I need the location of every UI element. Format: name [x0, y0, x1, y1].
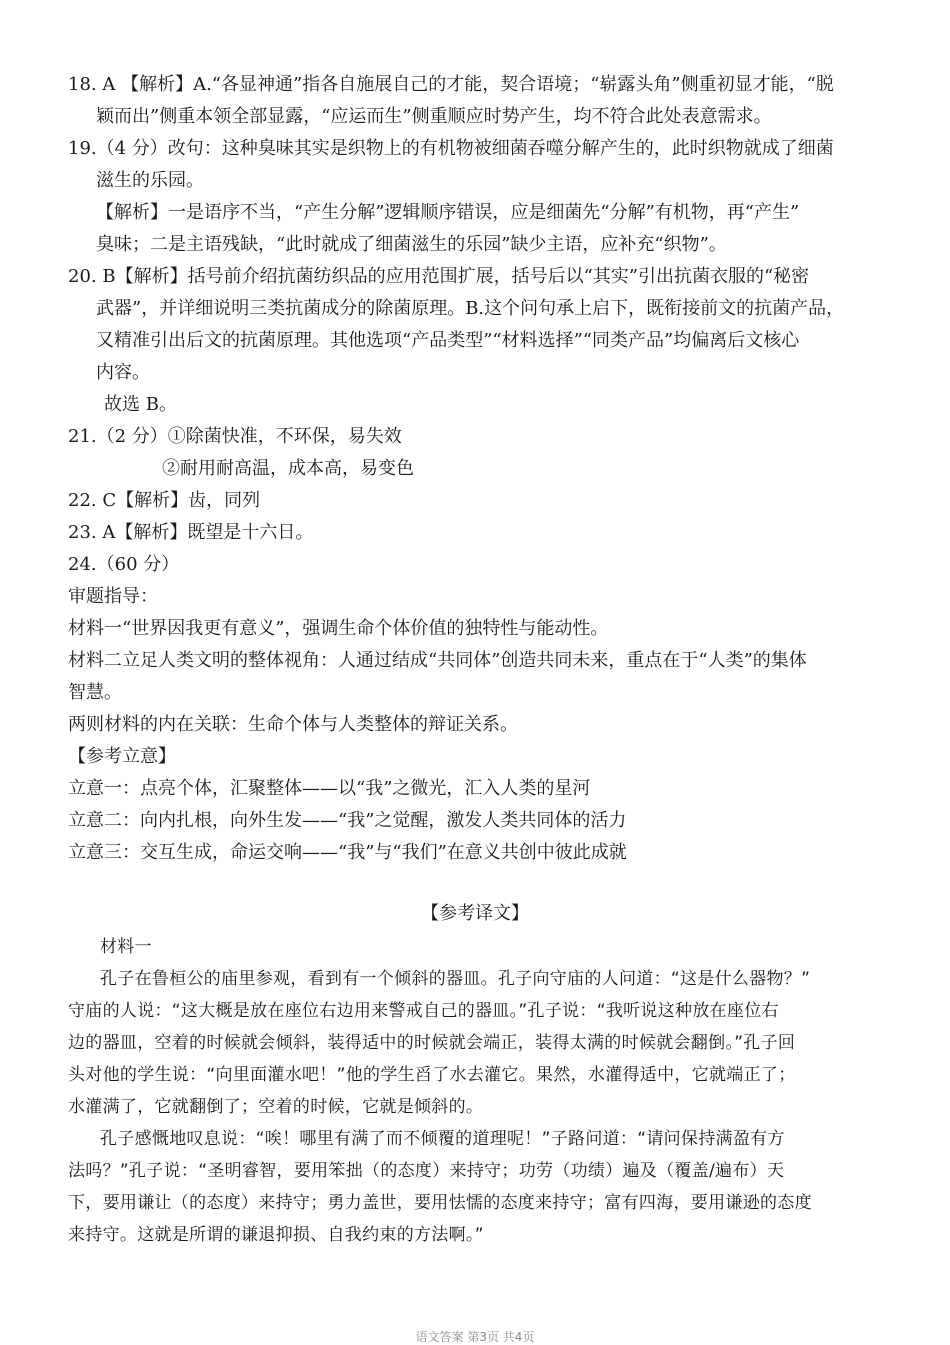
translation-line: 水灌满了，它就翻倒了；空着的时候，它就是倾斜的。	[68, 1097, 484, 1117]
page-footer: 语文答案 第3页 共4页	[415, 1330, 535, 1344]
idea-1: 立意一：点亮个体，汇聚整体——以“我”之微光，汇入人类的星河	[68, 778, 591, 799]
answer-19-line3: 【解析】一是语序不当，“产生分解”逻辑顺序错误，应是细菌先“分解”有机物，再“产生”	[96, 202, 800, 223]
answer-21-line2: ②耐用耐高温，成本高，易变色	[162, 458, 414, 479]
answer-24-header: 24.（60 分）	[68, 554, 180, 575]
idea-2: 立意二：向内扎根，向外生发——“我”之觉醒，激发人类共同体的活力	[68, 810, 627, 831]
answer-19-line1: 19.（4 分）改句：这种臭味其实是织物上的有机物被细菌吞噬分解产生的，此时织物就成了细菌	[68, 138, 834, 159]
material-2-summary-line2: 智慧。	[68, 682, 122, 703]
material-1-summary: 材料一“世界因我更有意义”，强调生命个体价值的独特性与能动性。	[68, 618, 609, 639]
translation-line: 孔子在鲁桓公的庙里参观，看到有一个倾斜的器皿。孔子向守庙的人问道：“这是什么器物？”	[100, 969, 811, 989]
answer-19-line2: 滋生的乐园。	[96, 170, 204, 191]
translation-line: 头对他的学生说：“向里面灌水吧！”他的学生舀了水去灌它。果然，水灌得适中，它就端正了；	[68, 1065, 796, 1085]
translation-subtitle: 材料一	[100, 937, 152, 957]
answer-20-line2: 武器”，并详细说明三类抗菌成分的除菌原理。B.这个问句承上启下，既衔接前文的抗菌产品，	[96, 298, 845, 319]
translation-line: 法吗？”孔子说：“圣明睿智，要用笨拙（的态度）来持守；功劳（功绩）遍及（覆盖/遍布）天	[68, 1161, 785, 1181]
answer-23: 23. A【解析】既望是十六日。	[68, 522, 314, 543]
translation-title: 【参考译文】	[421, 903, 529, 924]
idea-3: 立意三：交互生成，命运交响——“我”与“我们”在意义共创中彼此成就	[68, 842, 627, 863]
answer-19-line4: 臭味；二是主语残缺，“此时就成了细菌滋生的乐园”缺少主语，应补充“织物”。	[96, 234, 727, 255]
answer-20-line1: 20. B【解析】括号前介绍抗菌纺织品的应用范围扩展，括号后以“其实”引出抗菌衣服的“秘密	[68, 266, 810, 287]
material-2-summary-line1: 材料二立足人类文明的整体视角：人通过结成“共同体”创造共同未来，重点在于“人类”的集体	[68, 650, 807, 671]
translation-line: 孔子感慨地叹息说：“唉！哪里有满了而不倾覆的道理呢！”子路问道：“请问保持满盈有方	[100, 1129, 785, 1149]
answer-22: 22. C【解析】齿，同列	[68, 490, 261, 511]
translation-line: 守庙的人说：“这大概是放在座位右边用来警戒自己的器皿。”孔子说：“我听说这种放在座位右	[68, 1001, 779, 1021]
guide-title: 审题指导：	[68, 586, 158, 607]
translation-line: 来持守。这就是所谓的谦退抑损、自我约束的方法啊。”	[68, 1225, 484, 1245]
answer-21-line1: 21.（2 分）①除菌快准，不环保，易失效	[68, 426, 402, 447]
answer-20-line5: 故选 B。	[104, 394, 177, 415]
answer-20-line4: 内容。	[96, 362, 150, 383]
answer-18-line1: 18. A 【解析】A.“各显神通”指各自施展自己的才能，契合语境；“崭露头角”侧重初显才能，“脱	[68, 74, 834, 95]
answer-20-line3: 又精准引出后文的抗菌原理。其他选项“产品类型”“材料选择”“同类产品”均偏离后文核心	[96, 330, 800, 351]
reference-ideas-title: 【参考立意】	[68, 746, 176, 767]
translation-line: 边的器皿，空着的时候就会倾斜，装得适中的时候就会端正，装得太满的时候就会翻倒。”孔子回	[68, 1033, 796, 1053]
materials-relation: 两则材料的内在关联：生命个体与人类整体的辩证关系。	[68, 714, 518, 735]
answer-18-line2: 颖而出”侧重本领全部显露，“应运而生”侧重顺应时势产生，均不符合此处表意需求。	[96, 106, 772, 127]
translation-line: 下，要用谦让（的态度）来持守；勇力盖世，要用怯懦的态度来持守；富有四海，要用谦逊的态度	[68, 1193, 812, 1213]
